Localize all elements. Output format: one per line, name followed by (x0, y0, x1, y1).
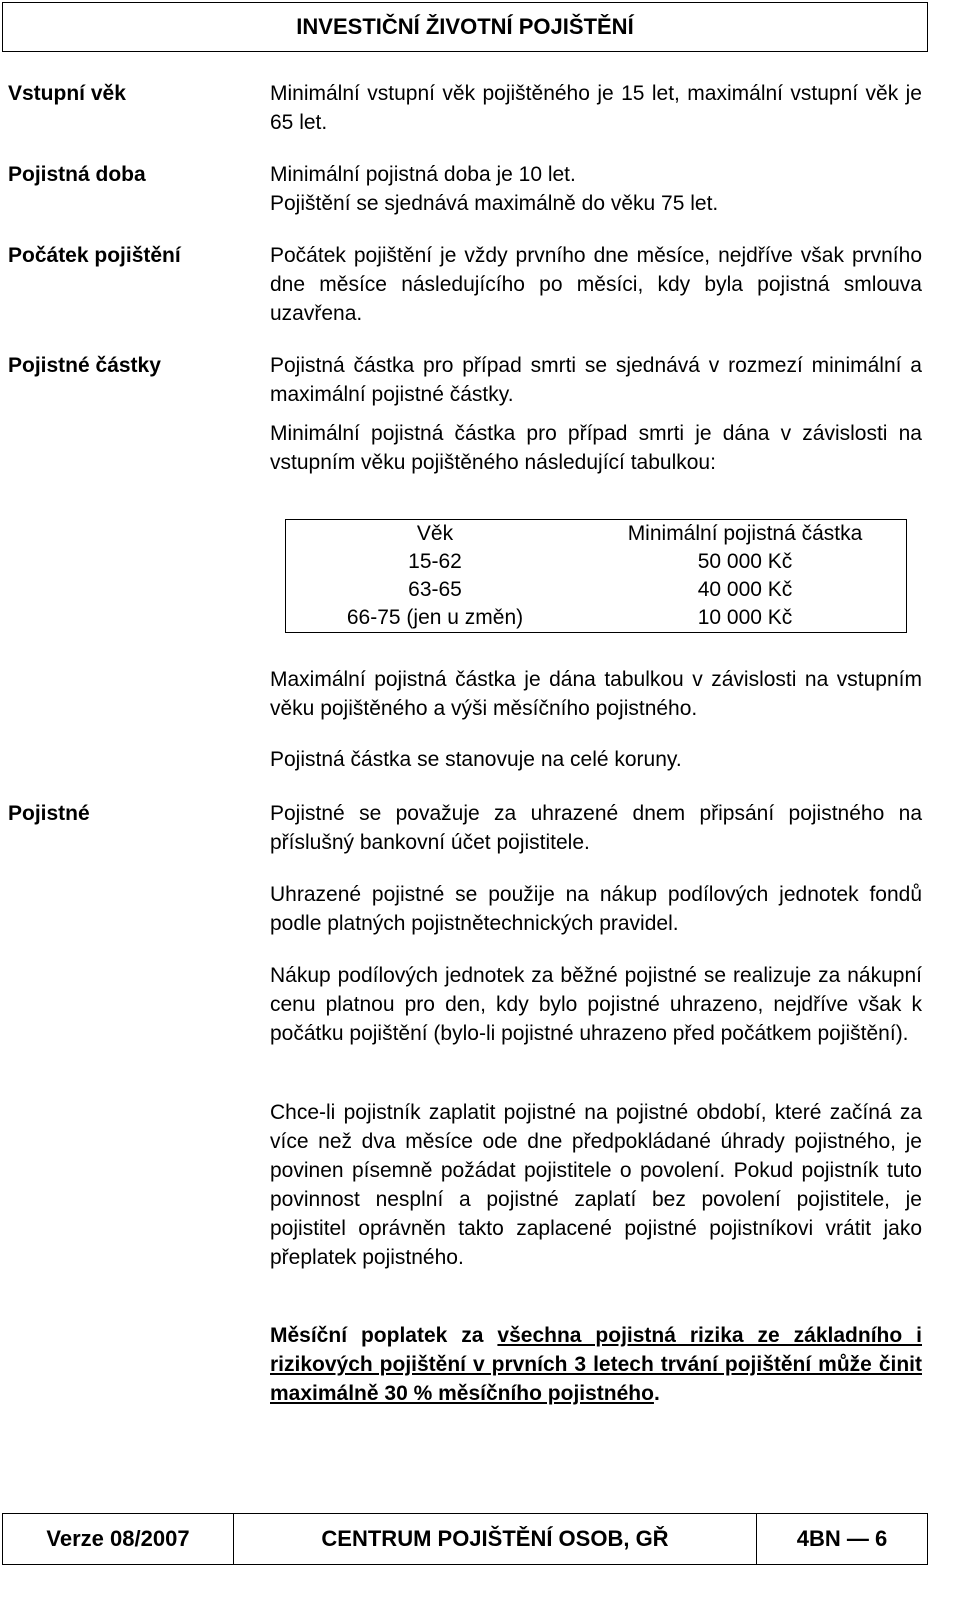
table-cell-sum: 50 000 Kč (697, 550, 793, 573)
sums-paragraph-3: Maximální pojistná částka je dána tabulkou v závislosti na vstupním věku pojištěného a výši měsíčního pojistného. (270, 668, 922, 720)
footer-center: CENTRUM POJIŠTĚNÍ OSOB, GŘ (234, 1514, 757, 1564)
table-cell-sum: 10 000 Kč (697, 606, 793, 629)
premium-paragraph-5 (270, 1321, 922, 1408)
premium-paragraph-4: Chce-li pojistník zaplatit pojistné na pojistné období, které začíná za více než dva měsíce ode dne předpokládané úhrady pojistného, je povinen písemně požádat pojistitele o povolení. Pokud pojistník tuto povinnost nesplní a pojistné zaplatí bez povolení pojistitele, je pojistitel oprávněn takto zaplacené pojistné pojistníkovi vrátit jako přeplatek pojistného. (270, 1101, 922, 1269)
label-entry-age: Vstupní věk (8, 82, 126, 105)
label-start: Počátek pojištění (8, 244, 181, 267)
table-cell-age: 66-75 (jen u změn) (346, 606, 524, 629)
sums-paragraph-1: Pojistná částka pro případ smrti se sjednává v rozmezí minimální a maximální pojistné částky. (270, 354, 922, 406)
entry-age-text: Minimální vstupní věk pojištěného je 15 let, maximální vstupní věk je 65 let. (270, 82, 922, 134)
label-sums: Pojistné částky (8, 354, 161, 377)
table-row (286, 548, 907, 576)
table-cell-age: 15-62 (408, 550, 462, 573)
table-row (286, 604, 907, 633)
premium-paragraph-2: Uhrazené pojistné se použije na nákup podílových jednotek fondů podle platných pojistnětechnických pravidel. (270, 883, 922, 935)
start-text: Počátek pojištění je vždy prvního dne měsíce, nejdříve však prvního dne měsíce následujícího po měsíci, kdy byla pojistná smlouva uzavřena. (270, 244, 922, 325)
sums-paragraph-2: Minimální pojistná částka pro případ smrti je dána v závislosti na vstupním věku pojištěného následující tabulkou: (270, 422, 922, 474)
footer-page-code: 4BN — 6 (796, 1526, 888, 1551)
document-title: INVESTIČNÍ ŽIVOTNÍ POJIŠTĚNÍ (2, 2, 928, 52)
minimum-sum-table (285, 519, 907, 633)
table-row (286, 576, 907, 604)
footer-version: Verze 08/2007 (3, 1514, 234, 1564)
monthly-fee-intro: Měsíční poplatek za (270, 1324, 498, 1347)
term-line-2: Pojištění se sjednává maximálně do věku 75 let. (270, 192, 719, 215)
label-term: Pojistná doba (8, 163, 146, 186)
table-header-min-sum: Minimální pojistná částka (627, 522, 863, 545)
label-premium: Pojistné (8, 802, 90, 825)
monthly-fee-end: . (653, 1382, 660, 1405)
table-cell-sum: 40 000 Kč (697, 578, 793, 601)
table-header-row (286, 520, 907, 549)
page-footer (2, 1513, 928, 1565)
table-header-age: Věk (416, 522, 454, 545)
monthly-fee-underlined: všechna pojistná rizika ze základního i rizikových pojištění v prvních 3 letech trvání pojištění může činit maximálně 30 % měsíčního pojistného (270, 1324, 922, 1405)
term-line-1: Minimální pojistná doba je 10 let. (270, 163, 576, 186)
sums-paragraph-4: Pojistná částka se stanovuje na celé koruny. (270, 748, 682, 771)
table-cell-age: 63-65 (408, 578, 462, 601)
premium-paragraph-1: Pojistné se považuje za uhrazené dnem připsání pojistného na příslušný bankovní účet pojistitele. (270, 802, 922, 854)
premium-paragraph-3: Nákup podílových jednotek za běžné pojistné se realizuje za nákupní cenu platnou pro den, kdy bylo pojistné uhrazeno, nejdříve však k počátku pojištění (bylo-li pojistné uhrazeno před počátkem pojištění). (270, 964, 922, 1045)
